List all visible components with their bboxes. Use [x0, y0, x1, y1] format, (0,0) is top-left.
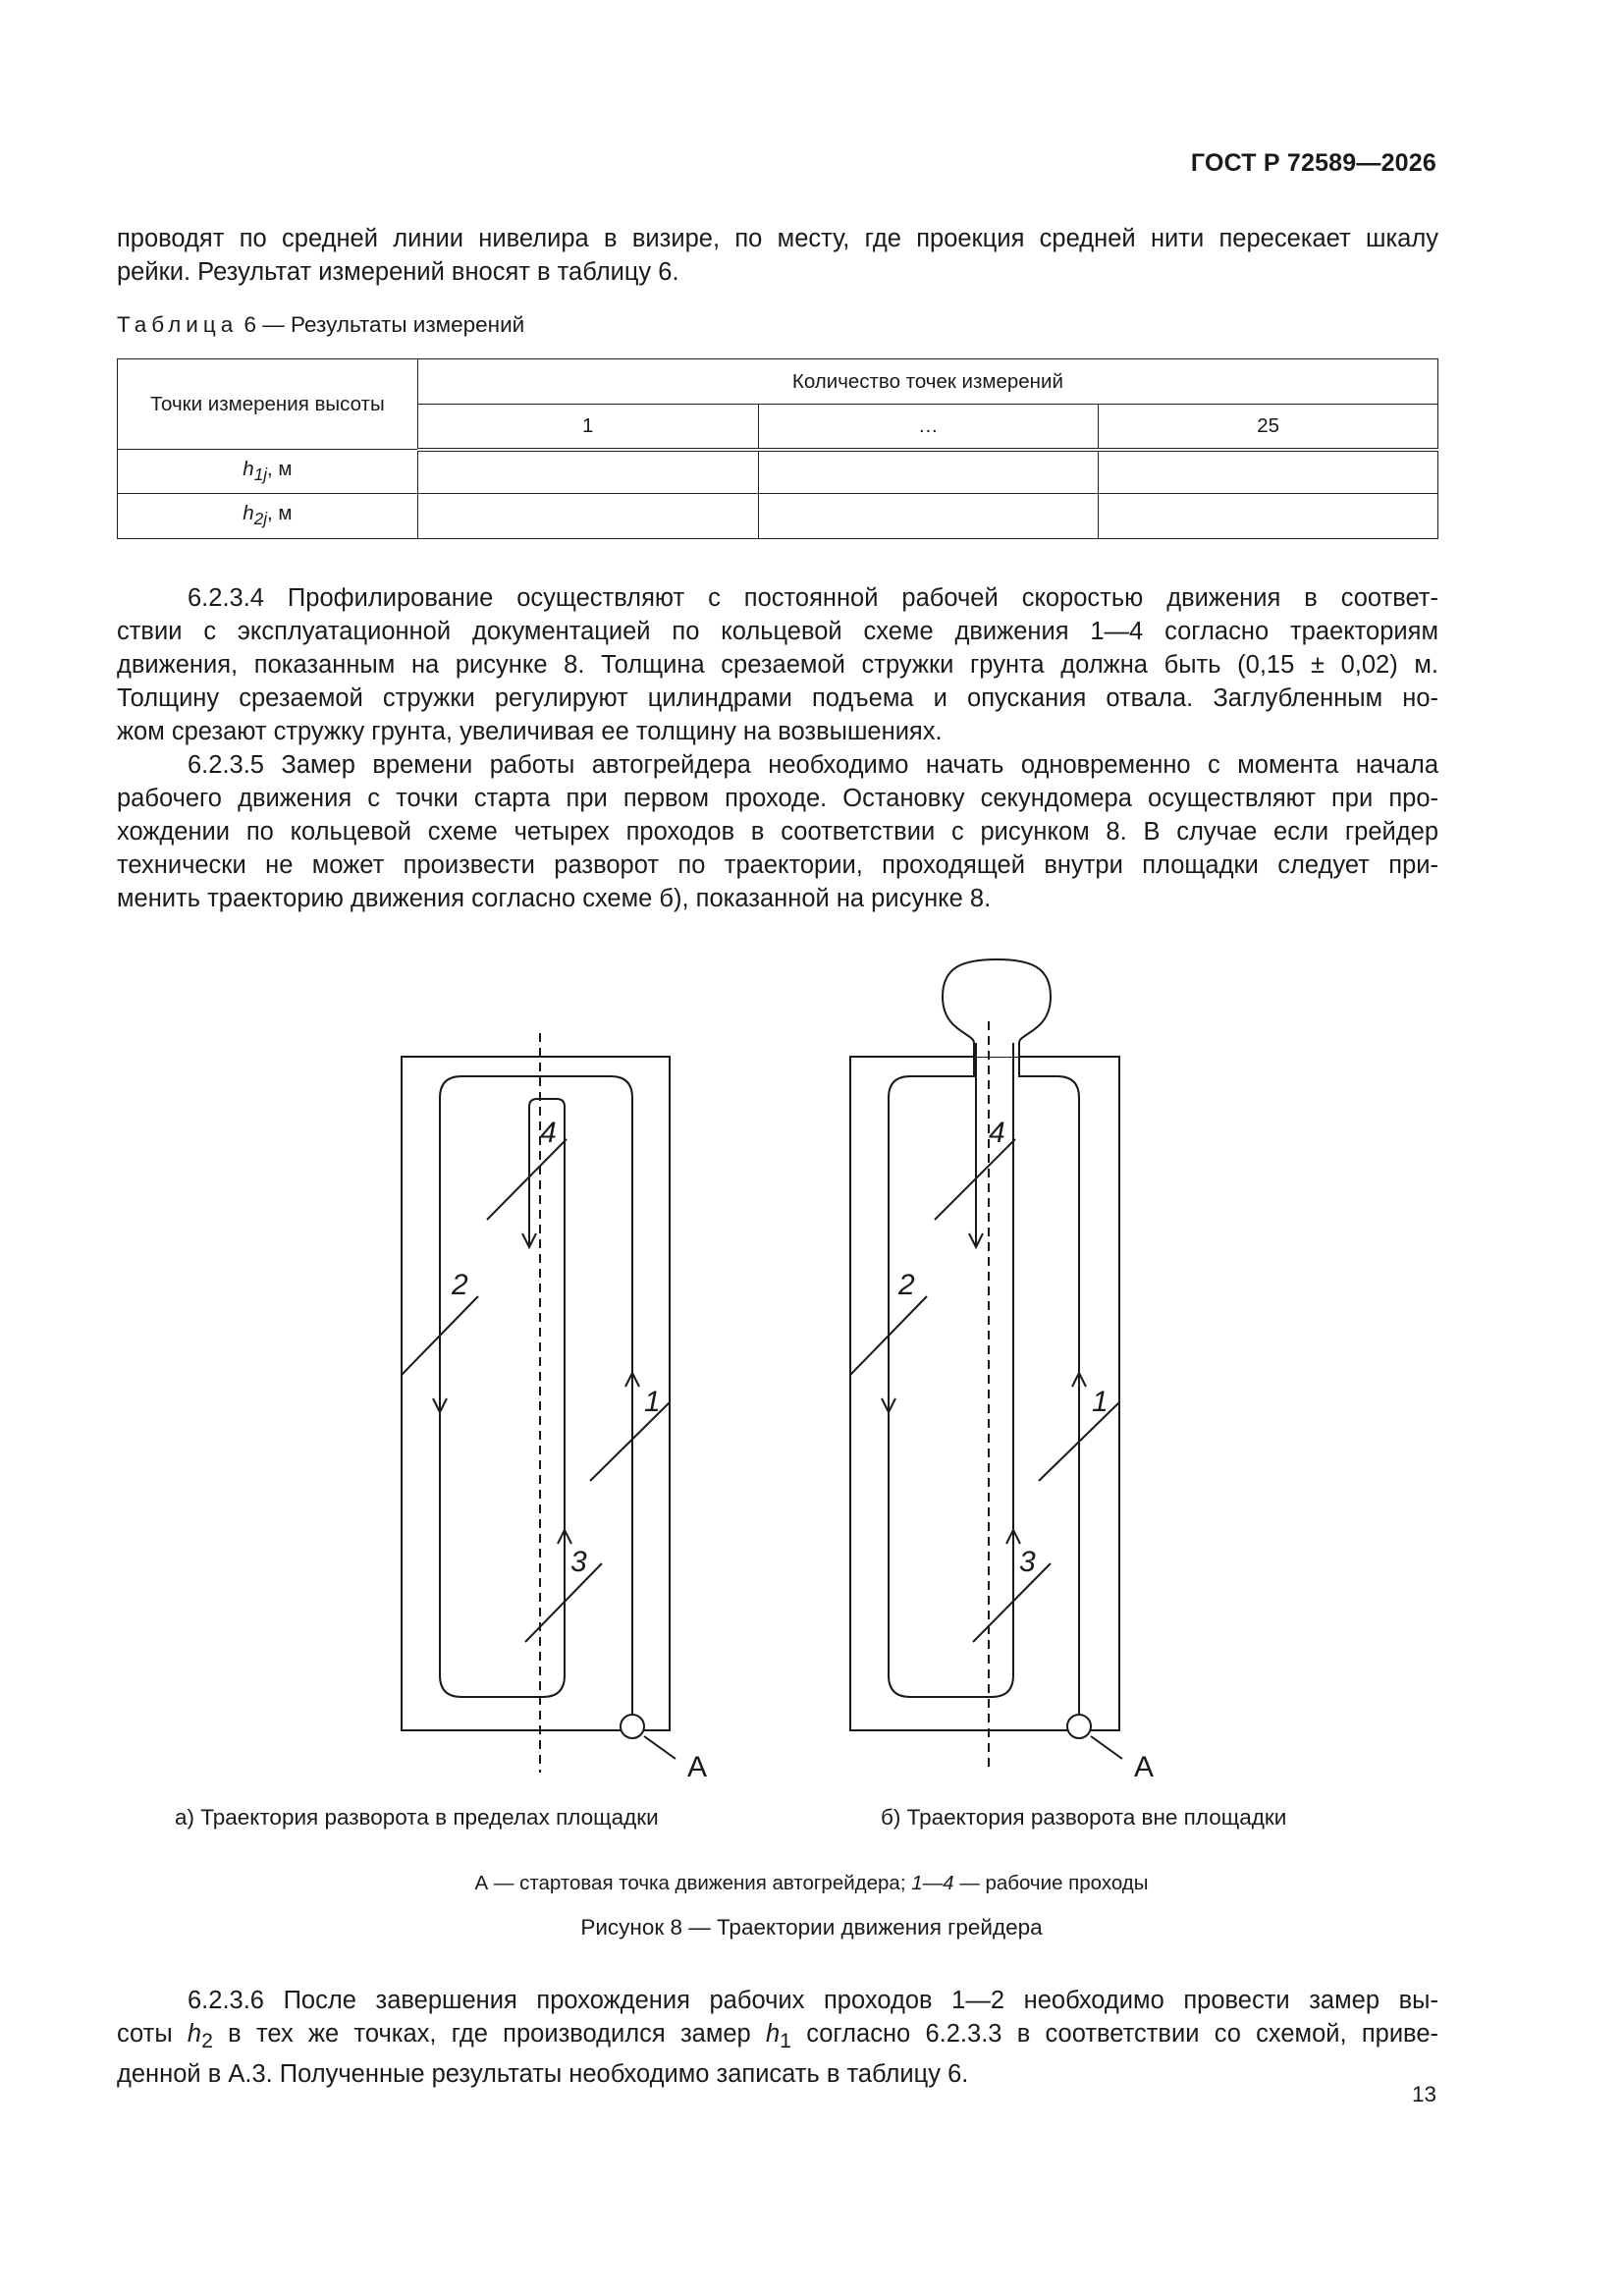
- text-line: проводят по средней линии нивелира в визире, по месту, где проекция средней нити пересекает шкалу: [117, 225, 1438, 252]
- text-line: рейки. Результат измерений вносят в таблицу 6.: [117, 258, 679, 286]
- text-line: 6.2.3.6 После завершения прохождения рабочих проходов 1—2 необходимо провести замер вы-: [188, 1987, 1438, 2014]
- text-line: движения, показанным на рисунке 8. Толщина срезаемой стружки грунта должна быть (0,15 ± 0,02) м.: [117, 651, 1438, 679]
- leader-line-4: [487, 1139, 567, 1220]
- site-boundary: [402, 1057, 670, 1730]
- pass-label-2: 2: [452, 1269, 468, 1301]
- column-header-ellipsis: …: [758, 405, 1099, 450]
- page-number: 13: [1411, 2082, 1436, 2106]
- intro-paragraph: [117, 222, 1438, 289]
- leader-line-3: [973, 1563, 1051, 1642]
- start-point-leader: [1091, 1736, 1122, 1759]
- table-row: [118, 450, 1438, 494]
- text-line: соты $h_2$ в тех же точках, где производился замер $h_1$ согласно 6.2.3.3 в соответствии со схемой, приве-: [117, 2020, 1438, 2053]
- results-table: [117, 358, 1438, 539]
- document-code: ГОСТ Р 72589—2026: [1190, 149, 1436, 177]
- figure-8-diagram: [0, 938, 1623, 1802]
- table-row: [118, 494, 1438, 539]
- start-point-marker: [1067, 1715, 1091, 1738]
- table-cell: [417, 494, 758, 539]
- pass-label-1: 1: [644, 1386, 661, 1418]
- text-line: 6.2.3.5 Замер времени работы автогрейдера необходимо начать одновременно с момента начала: [188, 751, 1438, 779]
- text-line: Толщину срезаемой стружки регулируют цилиндрами подъема и опускания отвала. Заглубленным но-: [117, 684, 1438, 712]
- table-caption-word: Таблица: [117, 312, 239, 337]
- table-cell: [1099, 494, 1438, 539]
- start-point-label: А: [1134, 1751, 1155, 1783]
- text-line: технически не может произвести разворот по траектории, проходящей внутри площадки следует при-: [117, 851, 1438, 879]
- table-caption-title: 6 — Результаты измерений: [243, 312, 525, 337]
- text-line: 6.2.3.4 Профилирование осуществляют с постоянной рабочей скоростью движения в соответ-: [188, 584, 1438, 612]
- row-header-cell: Точки измерения высоты: [118, 359, 418, 450]
- turnaround-loop: [943, 959, 1051, 1057]
- pass-label-3: 3: [1019, 1546, 1036, 1578]
- trajectory-path: [440, 1076, 632, 1714]
- column-header-25: 25: [1099, 405, 1438, 450]
- trajectory-path: [889, 1043, 1079, 1714]
- table-cell: [758, 494, 1099, 539]
- start-point-marker: [621, 1715, 644, 1738]
- row-label-h2: $h_{2j}$, м: [118, 494, 418, 539]
- figure-legend: А — стартовая точка движения автогрейдера; 1—4 — рабочие проходы: [474, 1872, 1149, 1894]
- paragraph-6-2-3-5: [117, 748, 1438, 915]
- paragraph-6-2-3-4: [117, 581, 1438, 748]
- start-point-label: А: [687, 1751, 708, 1783]
- table-cell: [758, 450, 1099, 494]
- diagram-b: [850, 959, 1154, 1783]
- pass-label-3: 3: [570, 1546, 587, 1578]
- group-header-cell: Количество точек измерений: [417, 359, 1437, 405]
- figure-caption: Рисунок 8 — Траектории движения грейдера: [580, 1915, 1043, 1940]
- text-line: ствии с эксплуатационной документацией по кольцевой схеме движения 1—4 согласно траекториям: [117, 618, 1438, 645]
- text-line: жом срезают стружку грунта, увеличивая ее толщину на возвышениях.: [117, 718, 943, 745]
- table-caption: [117, 312, 524, 338]
- column-header-1: 1: [417, 405, 758, 450]
- diagram-a: [402, 1033, 707, 1783]
- table-cell: [1099, 450, 1438, 494]
- paragraph-6-2-3-6: [117, 1984, 1438, 2091]
- text-line: денной в А.3. Полученные результаты необходимо записать в таблицу 6.: [117, 2060, 969, 2089]
- subcaption-a: а) Траектория разворота в пределах площадки: [175, 1805, 659, 1830]
- subcaption-b: б) Траектория разворота вне площадки: [881, 1805, 1287, 1830]
- start-point-leader: [644, 1736, 676, 1759]
- text-line: менить траекторию движения согласно схеме б), показанной на рисунке 8.: [117, 885, 992, 912]
- pass-label-4: 4: [989, 1117, 1005, 1149]
- pass-label-2: 2: [898, 1269, 915, 1301]
- text-line: хождении по кольцевой схеме четырех проходов в соответствии с рисунком 8. В случае если грейдер: [117, 818, 1438, 846]
- table-cell: [417, 450, 758, 494]
- row-label-h1: $h_{1j}$, м: [118, 450, 418, 494]
- pass-label-1: 1: [1092, 1386, 1109, 1418]
- pass-label-4: 4: [540, 1117, 557, 1149]
- text-line: рабочего движения с точки старта при первом проходе. Остановку секундомера осуществляют при про-: [117, 785, 1438, 812]
